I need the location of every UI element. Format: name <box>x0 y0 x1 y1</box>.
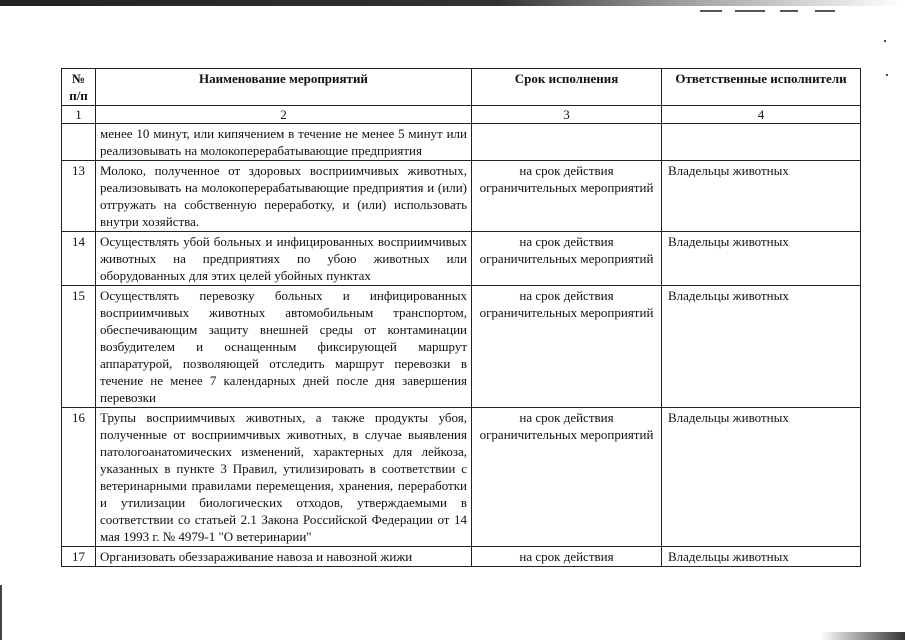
scan-top-edge <box>0 0 905 6</box>
measure-text: Трупы восприимчивых животных, а также продукты убоя, полученные от восприимчивых животных, в случае выявления патологоанатомических изменений, характерных для лейкоза, указанных в пункте 3 Правил, утилизировать в соответствии с ветеринарными правилами перемещения, хранения, переработки и утилизации биологических отходов, утверждаемыми в соответствии со статьей 2.1 Закона Российской Федерации от 14 мая 1993 г. № 4979-1 "О ветеринарии" <box>96 408 472 547</box>
column-index: 3 <box>472 106 662 124</box>
row-number: 14 <box>62 232 96 286</box>
scan-left-edge <box>0 585 2 640</box>
term-text: на срок действия ограничительных мероприятий <box>472 161 662 232</box>
scan-speck <box>884 40 886 42</box>
term-text: на срок действия <box>472 547 662 567</box>
term-text: на срок действия ограничительных мероприятий <box>472 408 662 547</box>
measure-text: Осуществлять перевозку больных и инфицированных восприимчивых животных автомобильным транспортом, обеспечивающим защиту внешней среды от контаминации возбудителем и оснащенным фиксирующей маршрут аппаратурой, позволяющей отследить маршрут перевозки в течение не менее 7 календарных дней после дня завершения перевозки <box>96 286 472 408</box>
column-index: 1 <box>62 106 96 124</box>
row-number: 16 <box>62 408 96 547</box>
row-number: 17 <box>62 547 96 567</box>
column-index: 2 <box>96 106 472 124</box>
col-header-num: № п/п <box>62 69 96 106</box>
scan-mark <box>815 10 835 12</box>
measure-text: Организовать обеззараживание навоза и навозной жижи <box>96 547 472 567</box>
scan-mark <box>780 10 798 12</box>
table-row <box>62 408 861 547</box>
col-header-resp: Ответственные исполнители <box>662 69 861 106</box>
responsible-text: Владельцы животных <box>662 232 861 286</box>
term-text <box>472 124 662 161</box>
responsible-text: Владельцы животных <box>662 161 861 232</box>
measure-text: Осуществлять убой больных и инфицированных восприимчивых животных на предприятиях по убою животных или оборудованных для этих целей убойных пунктах <box>96 232 472 286</box>
measure-text: Молоко, полученное от здоровых восприимчивых животных, реализовывать на молокоперерабатывающие предприятия и (или) отгружать на собственную переработку, и (или) использовать внутри хозяйства. <box>96 161 472 232</box>
row-number: 15 <box>62 286 96 408</box>
table-row <box>62 161 861 232</box>
col-header-term: Срок исполнения <box>472 69 662 106</box>
responsible-text: Владельцы животных <box>662 547 861 567</box>
table-row <box>62 124 861 161</box>
scan-mark <box>700 10 722 12</box>
responsible-text: Владельцы животных <box>662 286 861 408</box>
term-text: на срок действия ограничительных мероприятий <box>472 232 662 286</box>
row-number: 13 <box>62 161 96 232</box>
table-row <box>62 286 861 408</box>
column-index: 4 <box>662 106 861 124</box>
measure-text: менее 10 минут, или кипячением в течение не менее 5 минут или реализовывать на молокоперерабатывающие предприятия <box>96 124 472 161</box>
table-row <box>62 232 861 286</box>
col-header-title: Наименование мероприятий <box>96 69 472 106</box>
responsible-text: Владельцы животных <box>662 408 861 547</box>
term-text: на срок действия ограничительных мероприятий <box>472 286 662 408</box>
column-index-row <box>62 106 861 124</box>
responsible-text <box>662 124 861 161</box>
scan-bottom-edge <box>820 632 905 640</box>
measures-table <box>61 68 861 567</box>
table-row <box>62 547 861 567</box>
header-row <box>62 69 861 106</box>
scan-mark <box>735 10 765 12</box>
row-number <box>62 124 96 161</box>
scan-speck <box>886 74 888 76</box>
